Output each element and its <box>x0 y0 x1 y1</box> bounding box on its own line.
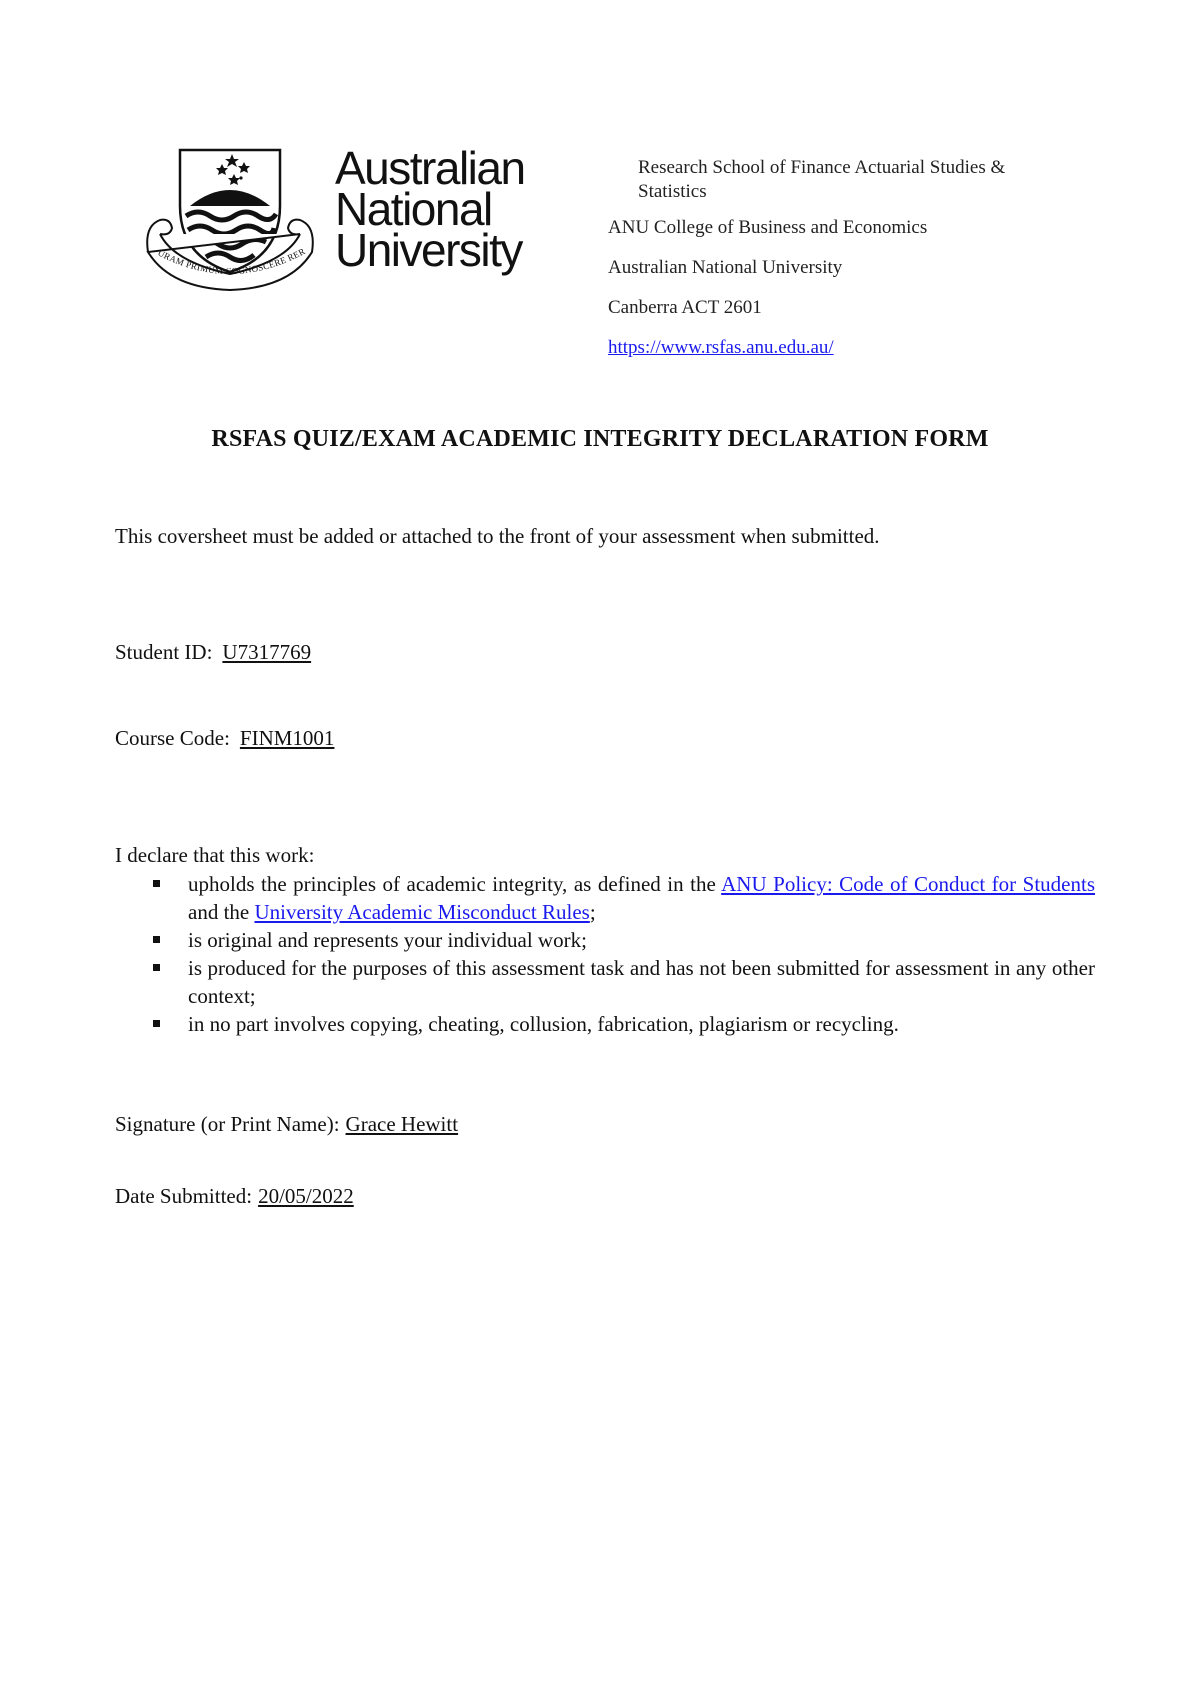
student-id-field <box>115 640 311 665</box>
form-title: RSFAS QUIZ/EXAM ACADEMIC INTEGRITY DECLARATION FORM <box>211 426 989 452</box>
signature-value: Grace Hewitt <box>345 1112 459 1136</box>
anu-wordmark <box>335 142 525 276</box>
svg-text:NATURAM PRIMUM COGNOSCERE RERU: URAM PRIMUM COGNOSCERE RER <box>156 245 307 277</box>
declaration-heading: I declare that this work: <box>115 843 315 867</box>
student-id-label: Student ID: <box>115 640 213 664</box>
signature-label: Signature (or Print Name): <box>115 1112 340 1136</box>
code-of-conduct-link[interactable]: ANU Policy: Code of Conduct for Students <box>721 872 1095 896</box>
date-field <box>115 1184 354 1209</box>
bullet-icon <box>153 1020 160 1027</box>
declaration-section <box>115 843 1095 1038</box>
bullet-icon <box>153 936 160 943</box>
intro-text: This coversheet must be added or attached to the front of your assessment when submitted. <box>115 524 880 548</box>
misconduct-rules-link[interactable]: University Academic Misconduct Rules <box>254 900 590 924</box>
course-code-value: FINM1001 <box>239 726 335 750</box>
school-name: Research School of Finance Actuarial Studies & Statistics <box>638 157 1006 202</box>
city-line: Canberra ACT 2601 <box>608 297 762 318</box>
declaration-list <box>115 870 1095 1038</box>
list-item: is produced for the purposes of this assessment task and has not been submitted for assessment in any other context; <box>115 954 1095 1010</box>
college-name: ANU College of Business and Economics <box>608 217 928 238</box>
university-name: Australian National University <box>608 257 843 278</box>
bullet-icon <box>153 964 160 971</box>
signature-field <box>115 1112 458 1137</box>
anu-logo <box>140 144 540 294</box>
school-website-link[interactable]: https://www.rsfas.anu.edu.au/ <box>608 337 834 358</box>
course-code-label: Course Code: <box>115 726 230 750</box>
date-value: 20/05/2022 <box>258 1184 354 1208</box>
list-item: in no part involves copying, cheating, collusion, fabrication, plagiarism or recycling. <box>115 1010 1095 1038</box>
date-label: Date Submitted: <box>115 1184 253 1208</box>
address-block <box>608 156 1078 376</box>
bullet-icon <box>153 880 160 887</box>
wordmark-line-1: Australian <box>335 142 525 194</box>
list-item: upholds the principles of academic integrity, as defined in the ANU Policy: Code of Conduct for Students and the University Academic Misconduct Rules; <box>115 870 1095 926</box>
anu-crest-icon <box>140 144 320 294</box>
list-item: is original and represents your individual work; <box>115 926 1095 954</box>
student-id-value: U7317769 <box>222 640 312 664</box>
wordmark-line-3: University <box>335 224 522 276</box>
course-code-field <box>115 726 334 751</box>
wordmark-line-2: National <box>335 183 492 235</box>
